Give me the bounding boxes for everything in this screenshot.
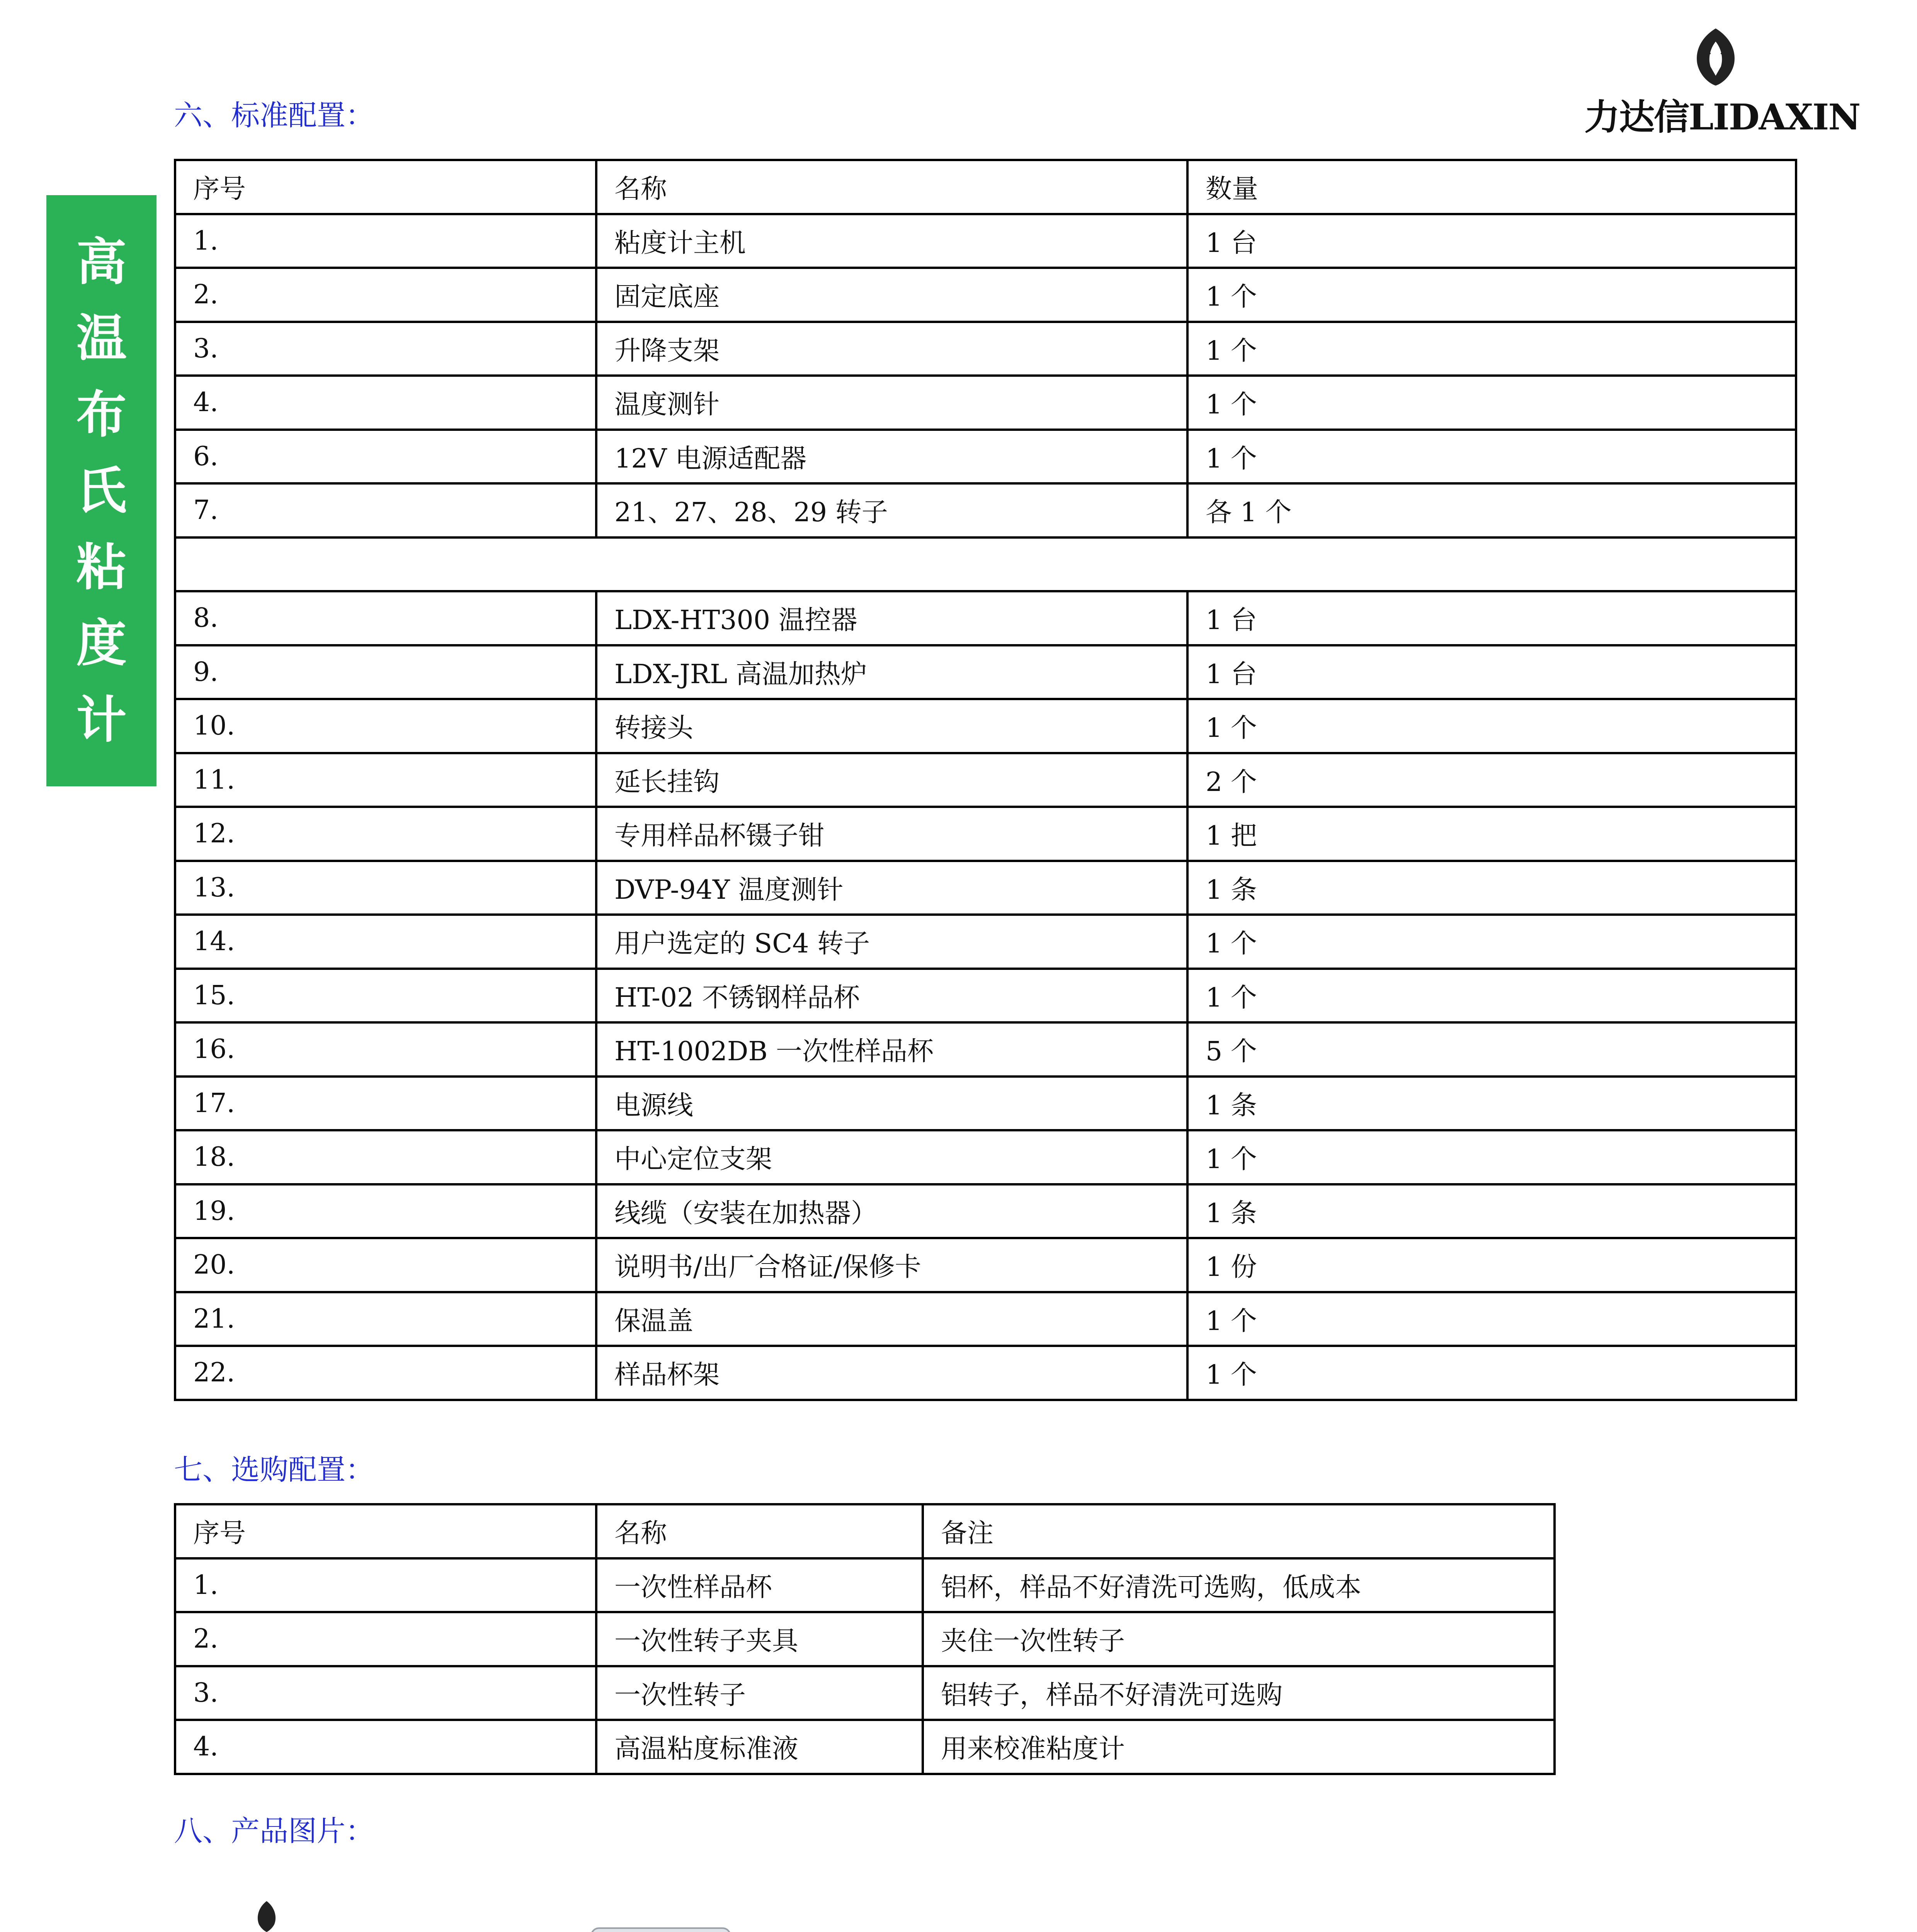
product-sidebar xyxy=(46,195,156,786)
table-cell: 5 个 xyxy=(1187,1022,1796,1077)
table-cell: 高温粘度标准液 xyxy=(596,1720,923,1774)
table-row xyxy=(175,537,1796,592)
table-cell: 一次性转子 xyxy=(596,1666,923,1720)
table-cell: 7. xyxy=(175,483,596,537)
table-header-cell: 名称 xyxy=(596,160,1187,214)
table-cell: 粘度计主机 xyxy=(596,214,1187,268)
table-row xyxy=(175,1346,1796,1400)
table-cell: 1 个 xyxy=(1187,969,1796,1023)
table-cell: 14. xyxy=(175,915,596,969)
table-cell: 专用样品杯镊子钳 xyxy=(596,807,1187,861)
table-cell: 1 台 xyxy=(1187,645,1796,699)
table-cell: 1 台 xyxy=(1187,214,1796,268)
table-row xyxy=(175,1292,1796,1346)
table-cell: 1. xyxy=(175,1558,596,1612)
table-cell: 夹住一次性转子 xyxy=(923,1612,1555,1666)
table-row xyxy=(175,1720,1555,1774)
table-row xyxy=(175,861,1796,915)
table-cell: 10. xyxy=(175,699,596,753)
brand-name: 力达信LIDAXIN xyxy=(1584,96,1860,138)
table-cell: 11. xyxy=(175,753,596,807)
table-cell: 1 个 xyxy=(1187,1292,1796,1346)
table-cell: 12. xyxy=(175,807,596,861)
table-cell: 2. xyxy=(175,1612,596,1666)
table-cell: 1 个 xyxy=(1187,322,1796,376)
table-cell: 3. xyxy=(175,1666,596,1720)
table-header-row xyxy=(175,1504,1555,1558)
table-header-row xyxy=(175,160,1796,214)
table-cell: 6. xyxy=(175,430,596,484)
table-cell: 13. xyxy=(175,861,596,915)
table-cell: 用户选定的 SC4 转子 xyxy=(596,915,1187,969)
table-cell: 16. xyxy=(175,1022,596,1077)
brand-emblem-icon xyxy=(1681,23,1750,89)
table-cell: 4. xyxy=(175,1720,596,1774)
table-cell: 20. xyxy=(175,1238,596,1292)
standard-config-table xyxy=(174,159,1797,1401)
table-cell: 4. xyxy=(175,376,596,430)
table-cell: 一次性转子夹具 xyxy=(596,1612,923,1666)
section-title-optional: 七、选购配置： xyxy=(174,1453,374,1486)
table-header-cell: 序号 xyxy=(175,160,596,214)
table-row xyxy=(175,807,1796,861)
table-row xyxy=(175,322,1796,376)
table-cell: 1 个 xyxy=(1187,1346,1796,1400)
table-header-cell: 备注 xyxy=(923,1504,1555,1558)
table-cell: 样品杯架 xyxy=(596,1346,1187,1400)
section-title-photos: 八、产品图片： xyxy=(174,1815,374,1848)
table-row xyxy=(175,1022,1796,1077)
table-row xyxy=(175,1666,1555,1720)
table-row xyxy=(175,376,1796,430)
table-spacer-cell xyxy=(175,537,1796,592)
product-photo-main xyxy=(155,1893,765,1932)
table-cell: 21、27、28、29 转子 xyxy=(596,483,1187,537)
table-cell: LDX-JRL 高温加热炉 xyxy=(596,645,1187,699)
table-cell: 1 条 xyxy=(1187,1077,1796,1131)
table-cell: 说明书/出厂合格证/保修卡 xyxy=(596,1238,1187,1292)
table-cell: 线缆（安装在加热器） xyxy=(596,1184,1187,1238)
table-cell: 铝转子，样品不好清洗可选购 xyxy=(923,1666,1555,1720)
sidebar-char: 高 xyxy=(76,232,127,291)
table-cell: HT-02 不锈钢样品杯 xyxy=(596,969,1187,1023)
table-cell: 2 个 xyxy=(1187,753,1796,807)
table-cell: 转接头 xyxy=(596,699,1187,753)
table-header-cell: 数量 xyxy=(1187,160,1796,214)
table-header-cell: 名称 xyxy=(596,1504,923,1558)
optional-config-table xyxy=(174,1503,1556,1775)
table-cell: 1 个 xyxy=(1187,376,1796,430)
sidebar-char: 温 xyxy=(76,309,127,367)
table-row xyxy=(175,645,1796,699)
table-row xyxy=(175,1130,1796,1184)
table-cell: 固定底座 xyxy=(596,268,1187,322)
table-cell: 用来校准粘度计 xyxy=(923,1720,1555,1774)
table-cell: 21. xyxy=(175,1292,596,1346)
section-title-standard: 六、标准配置： xyxy=(174,99,374,132)
table-row xyxy=(175,1077,1796,1131)
table-cell: 1 个 xyxy=(1187,1130,1796,1184)
viscometer-stand xyxy=(502,1928,765,1932)
table-header-cell: 序号 xyxy=(175,1504,596,1558)
table-row xyxy=(175,1184,1796,1238)
table-cell: 12V 电源适配器 xyxy=(596,430,1187,484)
table-cell: 19. xyxy=(175,1184,596,1238)
sidebar-char: 计 xyxy=(76,690,127,749)
table-cell: 1 个 xyxy=(1187,268,1796,322)
table-cell: 电源线 xyxy=(596,1077,1187,1131)
table-cell: 1 个 xyxy=(1187,430,1796,484)
table-cell: 铝杯，样品不好清洗可选购，低成本 xyxy=(923,1558,1555,1612)
table-cell: 18. xyxy=(175,1130,596,1184)
brand-logo xyxy=(1584,23,1886,138)
table-cell: 一次性样品杯 xyxy=(596,1558,923,1612)
table-row xyxy=(175,268,1796,322)
table-row xyxy=(175,969,1796,1023)
sidebar-char: 粘 xyxy=(76,537,127,597)
table-cell: 3. xyxy=(175,322,596,376)
sidebar-char: 氏 xyxy=(76,461,127,520)
table-cell: 中心定位支架 xyxy=(596,1130,1187,1184)
table-cell: 9. xyxy=(175,645,596,699)
photo-logo xyxy=(162,1901,384,1932)
table-cell: 1 份 xyxy=(1187,1238,1796,1292)
table-cell: 22. xyxy=(175,1346,596,1400)
table-cell: DVP-94Y 温度测针 xyxy=(596,861,1187,915)
table-cell: 17. xyxy=(175,1077,596,1131)
table-cell: 2. xyxy=(175,268,596,322)
table-row xyxy=(175,699,1796,753)
table-row xyxy=(175,915,1796,969)
table-cell: 1 条 xyxy=(1187,861,1796,915)
table-cell: LDX-HT300 温控器 xyxy=(596,591,1187,645)
table-cell: 15. xyxy=(175,969,596,1023)
table-row xyxy=(175,1238,1796,1292)
table-cell: 升降支架 xyxy=(596,322,1187,376)
table-row xyxy=(175,483,1796,537)
table-cell: 1 个 xyxy=(1187,915,1796,969)
table-cell: 1 台 xyxy=(1187,591,1796,645)
table-row xyxy=(175,214,1796,268)
table-cell: 1 条 xyxy=(1187,1184,1796,1238)
table-cell: 温度测针 xyxy=(596,376,1187,430)
table-row xyxy=(175,591,1796,645)
table-cell: 1 把 xyxy=(1187,807,1796,861)
table-cell: 1. xyxy=(175,214,596,268)
table-cell: 1 个 xyxy=(1187,699,1796,753)
table-cell: 各 1 个 xyxy=(1187,483,1796,537)
sidebar-char: 度 xyxy=(76,614,127,673)
sidebar-char: 布 xyxy=(76,385,127,444)
table-row xyxy=(175,1558,1555,1612)
table-cell: 8. xyxy=(175,591,596,645)
table-cell: 延长挂钩 xyxy=(596,753,1187,807)
table-row xyxy=(175,753,1796,807)
table-cell: 保温盖 xyxy=(596,1292,1187,1346)
table-row xyxy=(175,430,1796,484)
table-row xyxy=(175,1612,1555,1666)
table-cell: HT-1002DB 一次性样品杯 xyxy=(596,1022,1187,1077)
